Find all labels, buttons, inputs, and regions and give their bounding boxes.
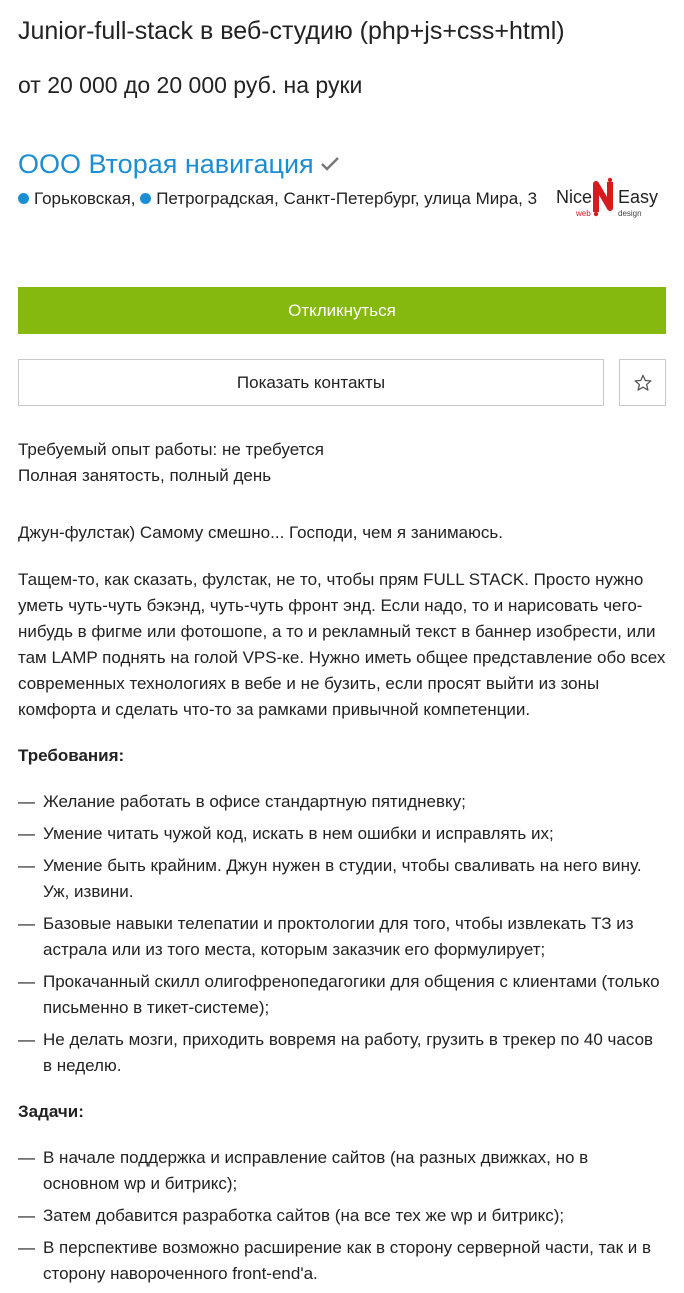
vacancy-title: Junior-full-stack в веб-студию (php+js+css+html) [18, 17, 565, 45]
vacancy-description [18, 520, 666, 1293]
tasks-list [18, 1145, 666, 1287]
experience-text: Требуемый опыт работы: не требуется [18, 440, 324, 459]
logo-sub-left: web [576, 209, 591, 218]
address-text: Санкт-Петербург, улица Мира, 3 [283, 189, 538, 208]
apply-button[interactable]: Откликнуться [18, 287, 666, 334]
list-item: — Умение быть крайним. Джун нужен в студии, чтобы сваливать на него вину. Уж, извини. [18, 856, 642, 901]
list-item: — Базовые навыки телепатии и проктологии для того, чтобы извлекать ТЗ из астрала или из того места, которым заказчик его формулирует; [18, 914, 634, 959]
requirements-list [18, 789, 666, 1079]
metro-station: Петроградская, [156, 189, 279, 208]
star-icon [633, 373, 653, 393]
company-address [18, 186, 538, 212]
verified-check-icon [320, 156, 340, 172]
metro-dot-icon [140, 193, 151, 204]
logo-text-left: Nice [556, 187, 593, 207]
list-item: — В начале поддержка и исправление сайтов (на разных движках, но в основном wp и битрикс); [18, 1148, 589, 1193]
description-paragraph: Тащем-то, как сказать, фулстак, не то, чтобы прям FULL STACK. Просто нужно уметь чуть-чуть бэкэнд, чуть-чуть фронт энд. Если надо, то и нарисовать чего-нибудь в фигме или фотошопе, а то и рекламный текст в баннер изобрести, или там LAMP поднять на голой VPS-ке. Нужно иметь общее представление обо всех современных технологиях в вебе и не бузить, если просят выйти из зоны комфорта и сделать что-то за рамками привычной компетенции. [18, 570, 666, 719]
logo-text-right: Easy [618, 187, 659, 207]
employment-text: Полная занятость, полный день [18, 466, 272, 485]
company-link[interactable]: ООО Вторая навигация [18, 149, 314, 179]
requirements-heading: Требования: [18, 746, 125, 765]
show-contacts-button[interactable]: Показать контакты [18, 359, 604, 406]
metro-station: Горьковская, [34, 189, 136, 208]
logo-sub-right: design [618, 209, 642, 218]
company-header [18, 146, 340, 182]
list-item: — Желание работать в офисе стандартную пятидневку; [18, 792, 466, 811]
list-item: — Умение читать чужой код, искать в нем ошибки и исправлять их; [18, 824, 554, 843]
vacancy-salary: от 20 000 до 20 000 руб. на руки [18, 72, 363, 98]
list-item: — Не делать мозги, приходить вовремя на работу, грузить в трекер по 40 часов в неделю. [18, 1030, 654, 1075]
list-item: — Затем добавится разработка сайтов (на все тех же wp и битрикс); [18, 1206, 565, 1225]
list-item: — Прокачанный скилл олигофренопедагогики для общения с клиентами (только письменно в тикет-системе); [18, 972, 660, 1017]
list-item: — В перспективе возможно расширение как в сторону серверной части, так и в сторону навороченного front-end'а. [18, 1238, 652, 1283]
favorite-button[interactable] [619, 359, 666, 406]
tasks-heading: Задачи: [18, 1102, 84, 1121]
description-intro: Джун-фулстак) Самому смешно... Господи, чем я занимаюсь. [18, 523, 503, 542]
company-logo[interactable] [554, 174, 660, 222]
metro-dot-icon [18, 193, 29, 204]
vacancy-meta [18, 437, 324, 489]
